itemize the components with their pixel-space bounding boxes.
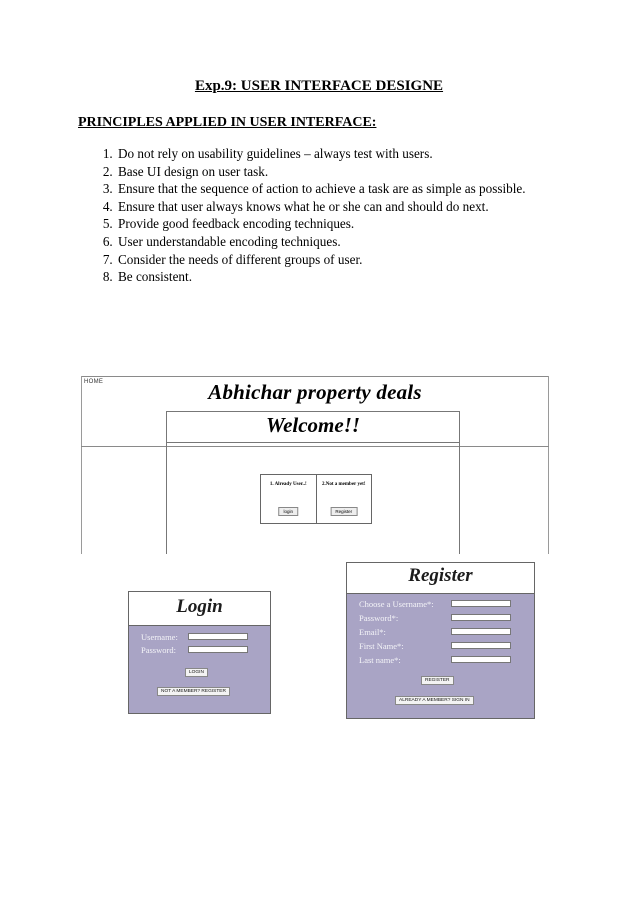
site-title: Abhichar property deals [208,380,422,404]
document-title: Exp.9: USER INTERFACE DESIGNE [194,78,444,94]
already-member-signin-button[interactable]: ALREADY A MEMBER? SIGN IN [395,696,474,705]
login-form-screenshot [128,591,271,714]
principle-item: 2. Base UI design on user task. [116,163,586,181]
login-header [129,592,270,626]
welcome-panel [166,411,460,554]
password-input[interactable] [188,646,248,653]
divider [81,376,549,377]
email-label: Email*: [359,627,386,637]
register-title: Register [408,565,473,586]
choice-box [260,474,372,524]
first-name-input[interactable] [451,642,511,649]
register-submit-button[interactable]: REGISTER [421,676,454,685]
username-input[interactable] [451,600,511,607]
username-label: Username: [141,632,178,642]
username-label: Choose a Username*: [359,599,434,609]
login-title: Login [176,596,223,617]
home-link[interactable]: HOME [84,379,104,385]
already-user-label: 1. Already User..! [269,482,307,487]
password-label: Password*: [359,613,399,623]
principle-item: 6. User understandable encoding techniques. [116,233,586,251]
password-input[interactable] [451,614,511,621]
username-input[interactable] [188,633,248,640]
not-member-cell [316,475,372,523]
email-input[interactable] [451,628,511,635]
home-page-screenshot [81,376,549,554]
register-header [347,563,534,594]
already-user-cell [261,475,316,523]
login-button[interactable]: login [278,507,298,516]
password-label: Password: [141,645,176,655]
principle-item: 1. Do not rely on usability guidelines – always test with users. [116,145,586,163]
last-name-label: Last name*: [359,655,401,665]
register-form-screenshot [346,562,535,719]
principle-item: 7. Consider the needs of different groups of user. [116,251,586,269]
last-name-input[interactable] [451,656,511,663]
principle-item: 5. Provide good feedback encoding techniques. [116,215,586,233]
login-submit-button[interactable]: LOGIN [185,668,208,677]
first-name-label: First Name*: [359,641,404,651]
principles-heading: PRINCIPLES APPLIED IN USER INTERFACE: [78,115,377,130]
principle-item: 4. Ensure that user always knows what he or she can and should do next. [116,198,586,216]
principle-item: 3. Ensure that the sequence of action to achieve a task are as simple as possible. [116,180,586,198]
register-button[interactable]: Register [330,507,357,516]
welcome-heading: Welcome!! [265,413,361,437]
not-member-label: 2.Not a member yet! [321,482,366,487]
not-member-register-button[interactable]: NOT A MEMBER? REGISTER [157,687,230,696]
principles-list [78,145,586,286]
principle-item: 8. Be consistent. [116,268,586,286]
divider [167,442,459,443]
